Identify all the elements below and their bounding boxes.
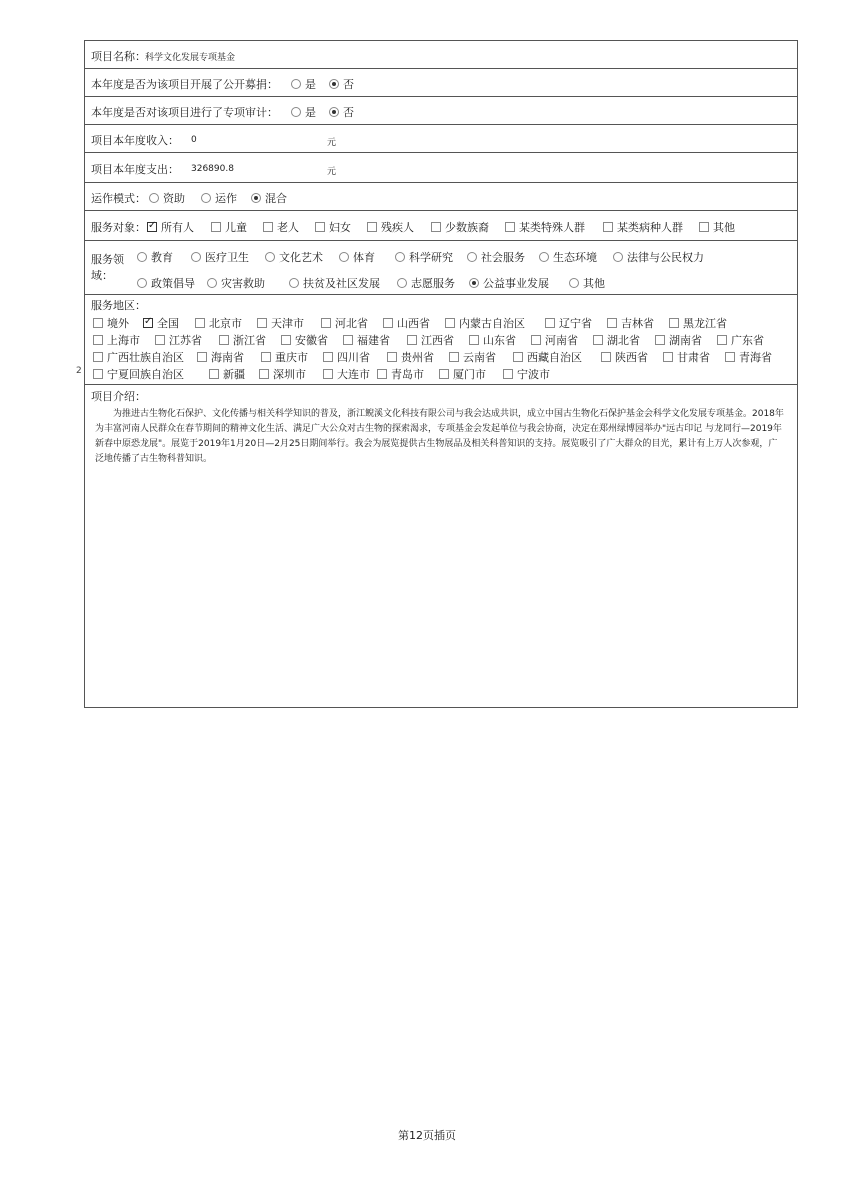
checkbox-icon bbox=[407, 335, 417, 345]
service-target-disabled[interactable]: 残疾人 bbox=[367, 219, 414, 235]
service-target-children[interactable]: 儿童 bbox=[211, 219, 247, 235]
radio-icon bbox=[291, 79, 301, 89]
radio-icon bbox=[569, 278, 579, 288]
service-field-culture-art[interactable]: 文化艺术 bbox=[265, 249, 323, 265]
service-target-elderly[interactable]: 老人 bbox=[263, 219, 299, 235]
service-target-all[interactable]: ✓ 所有人 bbox=[147, 219, 194, 235]
checkbox-icon bbox=[93, 352, 103, 362]
special-audit-label: 本年度是否对该项目进行了专项审计： bbox=[91, 106, 278, 119]
region-qingdao[interactable]: 青岛市 bbox=[377, 366, 424, 382]
region-shandong[interactable]: 山东省 bbox=[469, 332, 516, 348]
service-target-label: 服务对象： bbox=[91, 221, 146, 234]
checkbox-icon bbox=[93, 318, 103, 328]
service-target-special-group[interactable]: 某类特殊人群 bbox=[505, 219, 585, 235]
operation-mode-row bbox=[85, 183, 797, 211]
checkbox-icon bbox=[593, 335, 603, 345]
radio-selected-icon bbox=[251, 193, 261, 203]
service-field-medical[interactable]: 医疗卫生 bbox=[191, 249, 249, 265]
service-field-education[interactable]: 教育 bbox=[137, 249, 173, 265]
region-heilongjiang[interactable]: 黑龙江省 bbox=[669, 315, 727, 331]
checkbox-icon bbox=[219, 335, 229, 345]
checkbox-icon bbox=[93, 335, 103, 345]
expense-unit: 元 bbox=[327, 167, 337, 177]
income-unit: 元 bbox=[327, 138, 337, 148]
radio-icon bbox=[395, 252, 405, 262]
radio-icon bbox=[207, 278, 217, 288]
service-target-other[interactable]: 其他 bbox=[699, 219, 735, 235]
checkbox-icon bbox=[211, 222, 221, 232]
checkbox-icon bbox=[607, 318, 617, 328]
service-field-public-welfare[interactable]: 公益事业发展 bbox=[469, 275, 549, 291]
service-field-volunteer[interactable]: 志愿服务 bbox=[397, 275, 455, 291]
checkbox-icon bbox=[383, 318, 393, 328]
checkbox-icon bbox=[503, 369, 513, 379]
radio-icon bbox=[149, 193, 159, 203]
radio-icon bbox=[289, 278, 299, 288]
project-form bbox=[84, 40, 798, 708]
checkbox-icon bbox=[439, 369, 449, 379]
service-field-ecology[interactable]: 生态环境 bbox=[539, 249, 597, 265]
region-shenzhen[interactable]: 深圳市 bbox=[259, 366, 306, 382]
operation-mode-mixed[interactable]: 混合 bbox=[251, 190, 287, 206]
checkbox-icon bbox=[257, 318, 267, 328]
service-target-minorities[interactable]: 少数族裔 bbox=[431, 219, 489, 235]
region-jiangsu[interactable]: 江苏省 bbox=[155, 332, 202, 348]
region-nationwide[interactable]: ✓ 全国 bbox=[143, 315, 179, 331]
expense-row bbox=[85, 153, 797, 183]
public-fundraising-no[interactable]: 否 bbox=[329, 76, 354, 92]
public-fundraising-row bbox=[85, 69, 797, 97]
radio-icon bbox=[191, 252, 201, 262]
service-region-row bbox=[85, 295, 797, 385]
checkbox-icon bbox=[93, 369, 103, 379]
service-region-label: 服务地区： bbox=[91, 299, 146, 312]
checkbox-icon bbox=[601, 352, 611, 362]
project-name-row bbox=[85, 41, 797, 69]
radio-icon bbox=[397, 278, 407, 288]
income-label: 项目本年度收入： bbox=[91, 134, 179, 147]
checkbox-icon bbox=[261, 352, 271, 362]
checkbox-icon bbox=[655, 335, 665, 345]
checkbox-icon bbox=[387, 352, 397, 362]
checkbox-icon bbox=[259, 369, 269, 379]
service-field-poverty[interactable]: 扶贫及社区发展 bbox=[289, 275, 380, 291]
checkbox-icon bbox=[209, 369, 219, 379]
radio-icon bbox=[137, 278, 147, 288]
region-shanxi[interactable]: 山西省 bbox=[383, 315, 430, 331]
radio-icon bbox=[467, 252, 477, 262]
region-tianjin[interactable]: 天津市 bbox=[257, 315, 304, 331]
region-jiangxi[interactable]: 江西省 bbox=[407, 332, 454, 348]
project-name-label: 项目名称： bbox=[91, 50, 146, 63]
project-name-value: 科学文化发展专项基金 bbox=[145, 53, 236, 63]
service-field-sports[interactable]: 体育 bbox=[339, 249, 375, 265]
checkbox-icon bbox=[343, 335, 353, 345]
checkbox-icon bbox=[505, 222, 515, 232]
region-xiamen[interactable]: 厦门市 bbox=[439, 366, 486, 382]
intro-text: 为推进古生物化石保护、文化传播与相关科学知识的普及，浙江鲵溪文化科技有限公司与我会达成共识，成立中国古生物化石保护基金会科学文化发展专项基金。2018年为丰富河南人民群众在春节期间的精神文化生活、满足广大公众对古生物的探索渴求，专项基金会发起单位与我会协商，决定在郑州绿博园举办"远古印记 与龙同行—2019年新春中原恐龙展"。展览于2019年1月20日—2月25日期间举行。我会为展览提供古生物展品及相关科普知识的支持。展览吸引了广大群众的目光，累计有上万人次参观，广泛地传播了古生物科普知识。 bbox=[95, 409, 784, 464]
checkbox-icon bbox=[197, 352, 207, 362]
public-fundraising-label: 本年度是否为该项目开展了公开募捐： bbox=[91, 78, 278, 91]
radio-selected-icon bbox=[469, 278, 479, 288]
checkbox-icon bbox=[367, 222, 377, 232]
region-jilin[interactable]: 吉林省 bbox=[607, 315, 654, 331]
region-zhejiang[interactable]: 浙江省 bbox=[219, 332, 266, 348]
radio-selected-icon bbox=[329, 107, 339, 117]
region-inner-mongolia[interactable]: 内蒙古自治区 bbox=[445, 315, 525, 331]
service-field-social-service[interactable]: 社会服务 bbox=[467, 249, 525, 265]
income-value: 0 bbox=[191, 135, 197, 145]
checkbox-icon bbox=[531, 335, 541, 345]
region-guangdong[interactable]: 广东省 bbox=[717, 332, 764, 348]
expense-value: 326890.8 bbox=[191, 164, 234, 174]
intro-label: 项目介绍： bbox=[91, 390, 146, 403]
region-yunnan[interactable]: 云南省 bbox=[449, 349, 496, 365]
checkbox-icon bbox=[663, 352, 673, 362]
checkbox-checked-icon bbox=[143, 318, 153, 328]
region-overseas[interactable]: 境外 bbox=[93, 315, 129, 331]
checkbox-icon bbox=[469, 335, 479, 345]
service-target-disease-group[interactable]: 某类病种人群 bbox=[603, 219, 683, 235]
radio-icon bbox=[339, 252, 349, 262]
checkbox-icon bbox=[717, 335, 727, 345]
checkbox-icon bbox=[263, 222, 273, 232]
radio-icon bbox=[291, 107, 301, 117]
region-beijing[interactable]: 北京市 bbox=[195, 315, 242, 331]
service-field-law[interactable]: 法律与公民权力 bbox=[613, 249, 704, 265]
region-guangxi[interactable]: 广西壮族自治区 bbox=[93, 349, 184, 365]
radio-icon bbox=[201, 193, 211, 203]
region-sichuan[interactable]: 四川省 bbox=[323, 349, 370, 365]
margin-mark: 2 bbox=[76, 366, 82, 376]
checkbox-icon bbox=[323, 369, 333, 379]
checkbox-icon bbox=[603, 222, 613, 232]
checkbox-icon bbox=[449, 352, 459, 362]
region-hubei[interactable]: 湖北省 bbox=[593, 332, 640, 348]
region-liaoning[interactable]: 辽宁省 bbox=[545, 315, 592, 331]
checkbox-icon bbox=[155, 335, 165, 345]
page-footer: 第12页插页 bbox=[398, 1129, 456, 1142]
service-target-row bbox=[85, 211, 797, 241]
checkbox-icon bbox=[323, 352, 333, 362]
checkbox-icon bbox=[281, 335, 291, 345]
region-guizhou[interactable]: 贵州省 bbox=[387, 349, 434, 365]
service-target-women[interactable]: 妇女 bbox=[315, 219, 351, 235]
checkbox-icon bbox=[315, 222, 325, 232]
operation-mode-operate[interactable]: 运作 bbox=[201, 190, 237, 206]
operation-mode-label: 运作模式： bbox=[91, 192, 146, 205]
checkbox-icon bbox=[699, 222, 709, 232]
checkbox-icon bbox=[669, 318, 679, 328]
service-field-science[interactable]: 科学研究 bbox=[395, 249, 453, 265]
checkbox-icon bbox=[725, 352, 735, 362]
region-chongqing[interactable]: 重庆市 bbox=[261, 349, 308, 365]
radio-icon bbox=[265, 252, 275, 262]
radio-icon bbox=[137, 252, 147, 262]
region-hunan[interactable]: 湖南省 bbox=[655, 332, 702, 348]
region-anhui[interactable]: 安徽省 bbox=[281, 332, 328, 348]
region-tibet[interactable]: 西藏自治区 bbox=[513, 349, 582, 365]
checkbox-icon bbox=[321, 318, 331, 328]
region-hainan[interactable]: 海南省 bbox=[197, 349, 244, 365]
service-field-row bbox=[85, 241, 797, 295]
region-ningxia[interactable]: 宁夏回族自治区 bbox=[93, 366, 184, 382]
income-row bbox=[85, 125, 797, 153]
radio-icon bbox=[613, 252, 623, 262]
special-audit-yes[interactable]: 是 bbox=[291, 104, 316, 120]
checkbox-icon bbox=[513, 352, 523, 362]
service-field-label-line2: 域： bbox=[91, 269, 113, 282]
region-qinghai[interactable]: 青海省 bbox=[725, 349, 772, 365]
public-fundraising-yes[interactable]: 是 bbox=[291, 76, 316, 92]
checkbox-icon bbox=[545, 318, 555, 328]
region-henan[interactable]: 河南省 bbox=[531, 332, 578, 348]
service-field-other[interactable]: 其他 bbox=[569, 275, 605, 291]
service-field-label-line1: 服务领 bbox=[91, 253, 124, 266]
region-xinjiang[interactable]: 新疆 bbox=[209, 366, 245, 382]
service-field-policy[interactable]: 政策倡导 bbox=[137, 275, 195, 291]
region-dalian[interactable]: 大连市 bbox=[323, 366, 370, 382]
checkbox-checked-icon bbox=[147, 222, 157, 232]
region-shaanxi[interactable]: 陕西省 bbox=[601, 349, 648, 365]
expense-label: 项目本年度支出： bbox=[91, 163, 179, 176]
checkbox-icon bbox=[431, 222, 441, 232]
radio-icon bbox=[539, 252, 549, 262]
region-shanghai[interactable]: 上海市 bbox=[93, 332, 140, 348]
operation-mode-fund[interactable]: 资助 bbox=[149, 190, 185, 206]
checkbox-icon bbox=[377, 369, 387, 379]
checkbox-icon bbox=[195, 318, 205, 328]
radio-selected-icon bbox=[329, 79, 339, 89]
special-audit-no[interactable]: 否 bbox=[329, 104, 354, 120]
region-ningbo[interactable]: 宁波市 bbox=[503, 366, 550, 382]
special-audit-row bbox=[85, 97, 797, 125]
region-fujian[interactable]: 福建省 bbox=[343, 332, 390, 348]
region-hebei[interactable]: 河北省 bbox=[321, 315, 368, 331]
service-field-disaster[interactable]: 灾害救助 bbox=[207, 275, 265, 291]
region-gansu[interactable]: 甘肃省 bbox=[663, 349, 710, 365]
checkbox-icon bbox=[445, 318, 455, 328]
